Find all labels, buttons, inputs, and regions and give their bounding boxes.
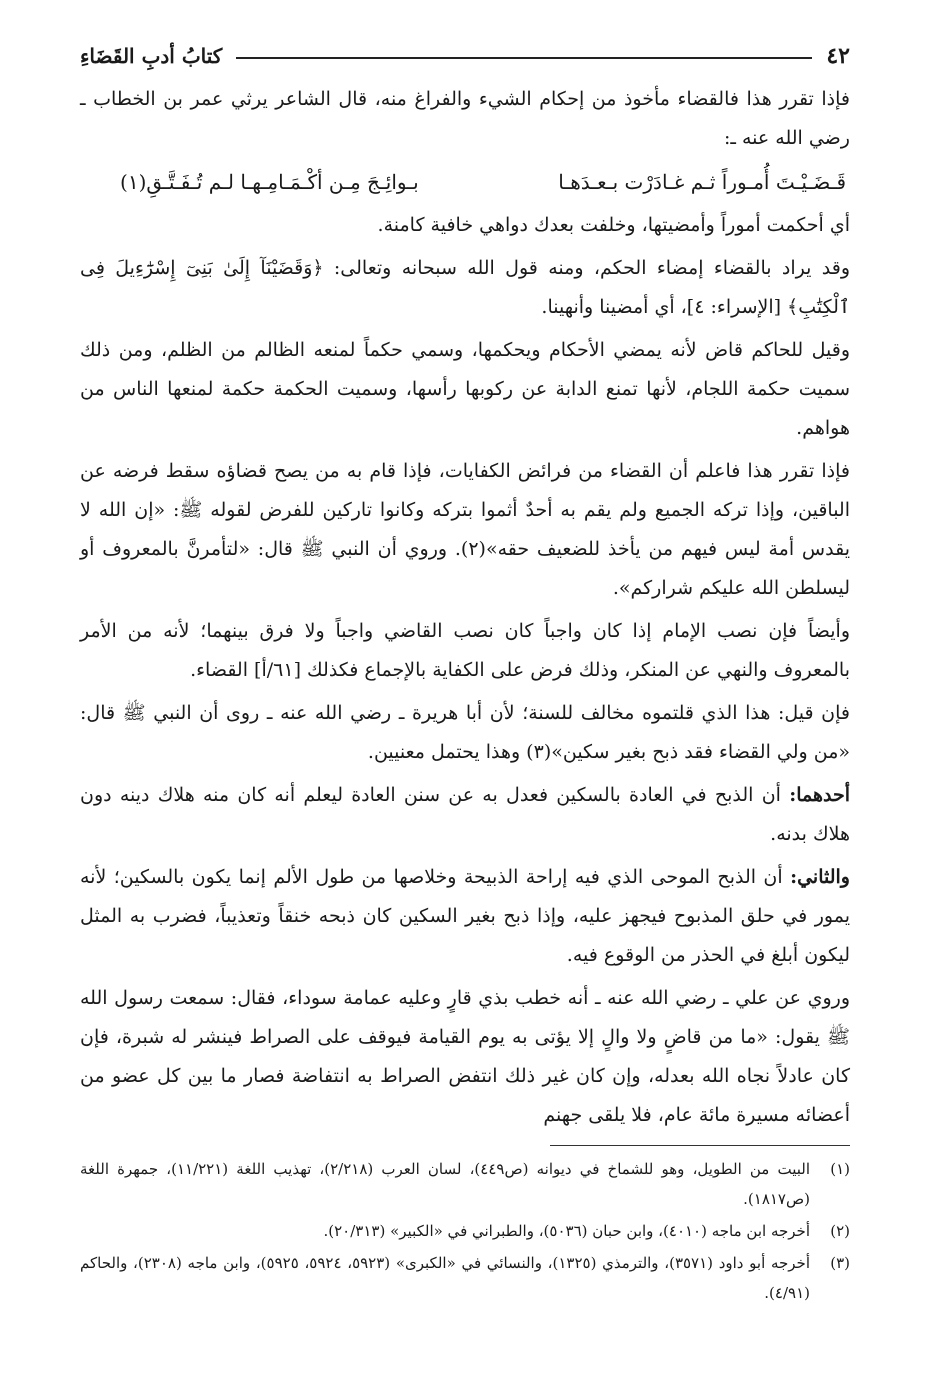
verse-first-hemistich: قَـضَـيْـتَ أُمـوراً ثـم غـادَرْت بـعـدَهـا [558,170,846,194]
footnote-number: (٢) [830,1222,850,1240]
paragraph: فإن قيل: هذا الذي قلتموه مخالف للسنة؛ لأن أبا هريرة ـ رضي الله عنه ـ روى أن النبي ﷺ قال: «من ولي القضاء فقد ذبح بغير سكين»(٣) وهذا يحتمل معنيين. [80,702,850,763]
paragraph: وقد يراد بالقضاء إمضاء الحكم، ومنه قول الله سبحانه وتعالى: ﴿وَقَضَيْنَآ إِلَىٰ بَنِىٓ إِسْرَٰٓءِيلَ فِى ٱلْكِتَٰبِ﴾ [الإسراء: ٤]، أي أمضينا وأنهينا. [80,257,850,318]
point-label: والثاني: [790,866,850,888]
footnote-text: أخرجه أبو داود (٣٥٧١)، والترمذي (١٣٢٥)، والنسائي في «الكبرى» (٥٩٢٣، ٥٩٢٤، ٥٩٢٥)، وابن ماجه (٢٣٠٨)، والحاكم (٤/٩١). [80,1254,810,1302]
header-rule [236,57,812,59]
page-header [80,38,850,74]
point-first [80,776,850,854]
verse-second-hemistich: بـوائِـجَ مِـن أكْـمَـامِـهـا لـم تُـفَـتَّـقِ(١) [120,170,419,194]
poem-verse [80,162,850,202]
footnote-text: البيت من الطويل، وهو للشماخ في ديوانه (ص٤٤٩)، لسان العرب (٢/٢١٨)، تهذيب اللغة (١١/٢٢١)، جمهرة اللغة (ص١٨١٧). [80,1160,810,1208]
paragraph: فإذا تقرر هذا فالقضاء مأخوذ من إحكام الشيء والفراغ منه، قال الشاعر يرثي عمر بن الخطاب ـ رضي الله عنه ـ: [80,88,850,149]
footnote [80,1216,850,1246]
paragraph: وروي عن علي ـ رضي الله عنه ـ أنه خطب بذي قارٍ وعليه عمامة سوداء، فقال: سمعت رسول الله ﷺ يقول: «ما من قاضٍ ولا والٍ إلا يؤتى به يوم القيامة فيوقف على الصراط فينشر له شبرة، فإن كان عادلاً نجاه الله بعدله، وإن كان غير ذلك انتفض الصراط به انتفاضة فصار ما بين كل عضو من أعضائه مسيرة مائة عام، فلا يلقى جهنم [80,987,850,1126]
footnote-separator [550,1145,850,1146]
paragraph: وأيضاً فإن نصب الإمام إذا كان واجباً كان نصب القاضي واجباً ولا فرق بينهما؛ لأنه من الأمر بالمعروف والنهي عن المنكر، وذلك فرض على الكفاية بالإجماع فكذلك [٦١/أ] القضاء. [80,620,850,681]
main-text [80,80,850,1135]
footnote-number: (٣) [830,1254,850,1272]
paragraph: وقيل للحاكم قاض لأنه يمضي الأحكام ويحكمها، وسمي حكماً لمنعه الظالم من الظلم، ومن ذلك سميت حكمة اللجام، لأنها تمنع الدابة عن ركوبها رأسها، وسميت الحكمة حكمة لمنعها الناس من هواهم. [80,339,850,439]
point-text: أن الذبح في العادة بالسكين فعدل به عن سنن العادة ليعلم أنه كان منه هلاك دينه دون هلاك بدنه. [80,784,850,845]
paragraph: فإذا تقرر هذا فاعلم أن القضاء من فرائض الكفايات، فإذا قام به من يصح قضاؤه سقط فرضه عن الباقين، وإذا تركه الجميع ولم يقم به أحدٌ أثموا بتركه وكانوا تاركين للفرض لقوله ﷺ: «إن الله لا يقدس أمة ليس فيهم من يأخذ للضعيف حقه»(٢). وروي أن النبي ﷺ قال: «لتأمرنَّ بالمعروف أو ليسلطن الله عليكم شراركم». [80,460,850,599]
book-title: كتابُ أدبِ القَضَاءِ [80,44,223,68]
footnote-number: (١) [830,1160,850,1178]
footnote [80,1154,850,1214]
footnote-text: أخرجه ابن ماجه (٤٠١٠)، وابن حبان (٥٠٣٦)، والطبراني في «الكبير» (٢٠/٣١٣). [323,1222,810,1240]
page-number: ٤٢ [826,43,850,69]
footnote [80,1248,850,1308]
point-second [80,858,850,975]
point-text: أن الذبح الموحى الذي فيه إراحة الذبيحة وخلاصها من طول الألم إنما يكون بالسكين؛ لأنه يمور في حلق المذبوح فيجهز عليه، وإذا ذبح بغير السكين كان ذبحه خنقاً وتعذيباً، فضرب به المثل ليكون أبلغ في الحذر من الوقوع فيه. [80,866,850,966]
paragraph: أي أحكمت أموراً وأمضيتها، وخلفت بعدك دواهي خافية كامنة. [377,214,850,236]
point-label: أحدهما: [789,784,850,806]
book-page [80,38,850,1338]
footnotes [80,1154,850,1308]
